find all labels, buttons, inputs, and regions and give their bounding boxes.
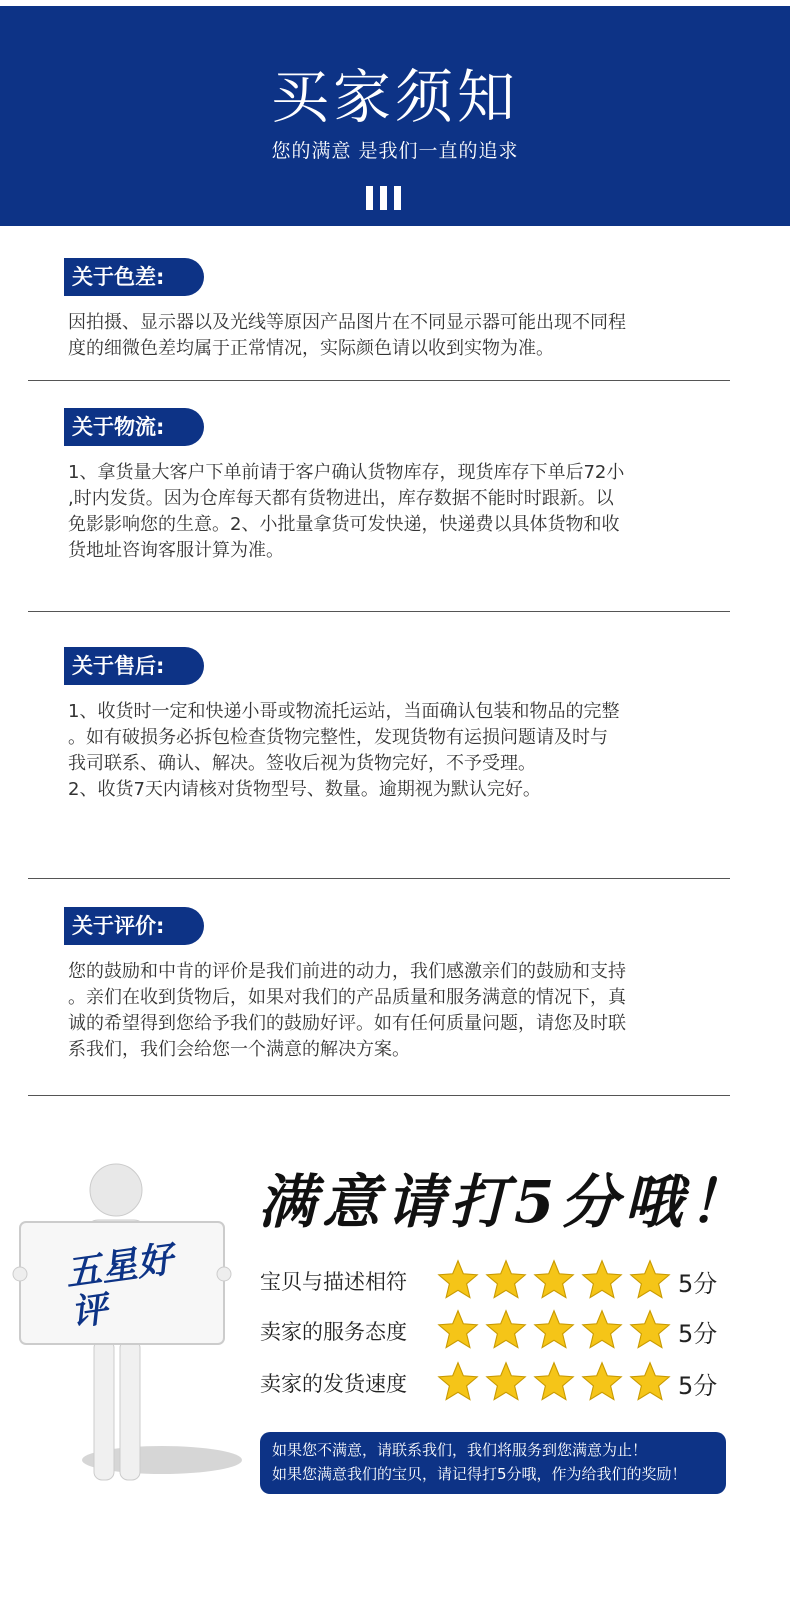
star-icon bbox=[628, 1308, 672, 1352]
section-text: 1、拿货量大客户下单前请于客户确认货物库存，现货库存下单后72小 ,时内发货。因为仓库每天都有货物进出，库存数据不能时时跟新。以 免影影响您的生意。2、小批量拿货可发快递，快递费以具体货物和收 货地址咨询客服计算为准。 bbox=[68, 462, 625, 561]
star-icon bbox=[436, 1308, 480, 1352]
star-icon bbox=[628, 1360, 672, 1404]
section-tag: 关于色差: bbox=[64, 258, 204, 296]
rating-score: 5分 bbox=[678, 1320, 718, 1348]
header-banner bbox=[0, 6, 790, 226]
star-icon bbox=[532, 1360, 576, 1404]
rating-row-shipping bbox=[260, 1360, 730, 1404]
star-rating bbox=[436, 1360, 676, 1404]
divider bbox=[28, 380, 730, 381]
star-rating bbox=[436, 1258, 676, 1302]
star-icon bbox=[484, 1308, 528, 1352]
sign-text: 五星好评 bbox=[62, 1238, 176, 1335]
notice-line: 如果您不满意，请联系我们，我们将服务到您满意为止！ bbox=[272, 1441, 648, 1459]
rating-label: 卖家的发货速度 bbox=[260, 1372, 407, 1396]
divider bbox=[28, 1095, 730, 1096]
section-text: 您的鼓励和中肯的评价是我们前进的动力，我们感激亲们的鼓励和支持 。亲们在收到货物后，如果对我们的产品质量和服务满意的情况下，真 诚的希望得到您给予我们的鼓励好评。如有任何质量问题，请您及时联 系我们，我们会给您一个满意的解决方案。 bbox=[68, 961, 626, 1060]
section-tag: 关于售后: bbox=[64, 647, 204, 685]
star-icon bbox=[532, 1308, 576, 1352]
divider bbox=[28, 878, 730, 879]
figure-holding-sign-illustration bbox=[12, 1160, 252, 1500]
rating-score: 5分 bbox=[678, 1372, 718, 1400]
section-tag: 关于物流: bbox=[64, 408, 204, 446]
star-icon bbox=[532, 1258, 576, 1302]
page-title: 买家须知 bbox=[270, 63, 519, 131]
star-icon bbox=[628, 1258, 672, 1302]
star-rating bbox=[436, 1308, 676, 1352]
rating-score: 5分 bbox=[678, 1270, 718, 1298]
star-icon bbox=[436, 1360, 480, 1404]
section-text: 因拍摄、显示器以及光线等原因产品图片在不同显示器可能出现不同程 度的细微色差均属于正常情况，实际颜色请以收到实物为准。 bbox=[68, 312, 626, 359]
section-tag: 关于评价: bbox=[64, 907, 204, 945]
star-icon bbox=[436, 1258, 480, 1302]
decorative-bars-icon bbox=[366, 186, 402, 210]
page-subtitle: 您的满意 是我们一直的追求 bbox=[271, 140, 519, 162]
section-text: 1、收货时一定和快递小哥或物流托运站，当面确认包装和物品的完整 。如有破损务必拆包检查货物完整性，发现货物有运损问题请及时与 我司联系、确认、解决。签收后视为货物完好，不予受理。 2、收货7天内请核对货物型号、数量。逾期视为默认完好。 bbox=[68, 701, 620, 800]
rating-label: 宝贝与描述相符 bbox=[260, 1270, 407, 1294]
notice-box bbox=[260, 1432, 726, 1494]
notice-line: 如果您满意我们的宝贝，请记得打5分哦，作为给我们的奖励！ bbox=[272, 1465, 687, 1483]
star-icon bbox=[484, 1360, 528, 1404]
slogan: 满意请打5分哦！ bbox=[258, 1168, 753, 1236]
rating-label: 卖家的服务态度 bbox=[260, 1320, 407, 1344]
divider bbox=[28, 611, 730, 612]
rating-row-description bbox=[260, 1258, 730, 1302]
star-icon bbox=[484, 1258, 528, 1302]
rating-row-service bbox=[260, 1308, 730, 1352]
star-icon bbox=[580, 1258, 624, 1302]
star-icon bbox=[580, 1308, 624, 1352]
star-icon bbox=[580, 1360, 624, 1404]
